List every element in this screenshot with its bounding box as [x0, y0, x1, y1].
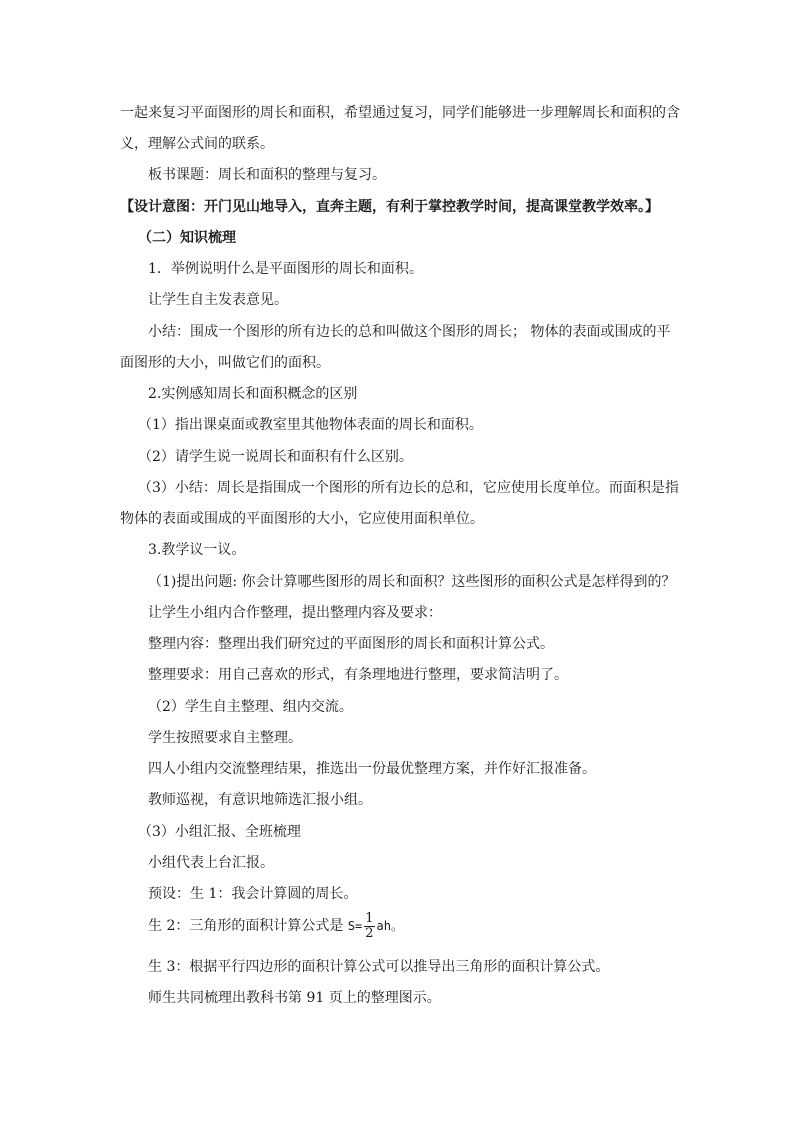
paragraph-line: 师生共同梳理出教科书第 91 页上的整理图示。	[148, 990, 441, 1006]
formula-line	[148, 910, 403, 942]
paragraph-line: 生 3：根据平行四边形的面积计算公式可以推导出三角形的面积计算公式。	[148, 959, 610, 975]
paragraph-line: 预设：生 1：我会计算圆的周长。	[148, 886, 358, 902]
paragraph-line: （2）学生自主整理、组内交流。	[148, 699, 353, 715]
design-intent-note: 【设计意图：开门见山地导入，直奔主题，有利于掌控教学时间，提高课堂教学效率。】	[120, 199, 659, 215]
paragraph-line: 让学生自主发表意见。	[148, 292, 288, 308]
fraction-denominator: 2	[365, 925, 374, 941]
paragraph-line: 1．举例说明什么是平面图形的周长和面积。	[148, 261, 423, 277]
section-heading: （二）知识梳理	[138, 230, 236, 246]
paragraph-line: （3）小结：周长是指围成一个图形的所有边长的总和，它应使用长度单位。而面积是指	[138, 480, 679, 496]
paragraph-line: 2.实例感知周长和面积概念的区别	[148, 386, 358, 402]
paragraph-line: 小结：围成一个图形的所有边长的总和叫做这个图形的周长； 物体的表面或围成的平	[148, 324, 671, 340]
paragraph-line: 物体的表面或围成的平面图形的大小，它应使用面积单位。	[120, 511, 484, 527]
paragraph-line: 3.教学议一议。	[148, 542, 246, 558]
paragraph-line: 学生按照要求自主整理。	[148, 730, 302, 746]
paragraph-line: 义，理解公式间的联系。	[120, 136, 274, 152]
fraction	[364, 912, 374, 941]
paragraph-line: 整理要求：用自己喜欢的形式，有条理地进行整理，要求简洁明了。	[148, 667, 568, 683]
paragraph-line: 整理内容：整理出我们研究过的平面图形的周长和面积计算公式。	[148, 636, 554, 652]
paragraph-line: 小组代表上台汇报。	[148, 855, 274, 871]
paragraph-line: 教师巡视，有意识地筛选汇报小组。	[148, 792, 372, 808]
formula-suffix: ah。	[376, 919, 403, 933]
paragraph-line: 板书课题：周长和面积的整理与复习。	[148, 167, 386, 183]
paragraph-line: （2）请学生说一说周长和面积有什么区别。	[138, 449, 413, 465]
paragraph-line: （1）指出课桌面或教室里其他物体表面的周长和面积。	[138, 417, 483, 433]
paragraph-line: 四人小组内交流整理结果，推选出一份最优整理方案，并作好汇报准备。	[148, 761, 596, 777]
formula-prefix: 生 2：三角形的面积计算公式是	[148, 918, 348, 934]
paragraph-line: （1)提出问题: 你会计算哪些图形的周长和面积？这些图形的面积公式是怎样得到的？	[148, 574, 676, 590]
formula-lhs: S=	[347, 919, 363, 933]
paragraph-line: 让学生小组内合作整理，提出整理内容及要求：	[148, 605, 442, 621]
fraction-numerator: 1	[365, 910, 374, 926]
paragraph-line: 一起来复习平面图形的周长和面积，希望通过复习，同学们能够进一步理解周长和面积的含	[120, 105, 680, 121]
paragraph-line: （3）小组汇报、全班梳理	[138, 824, 301, 840]
paragraph-line: 面图形的大小，叫做它们的面积。	[120, 355, 330, 371]
